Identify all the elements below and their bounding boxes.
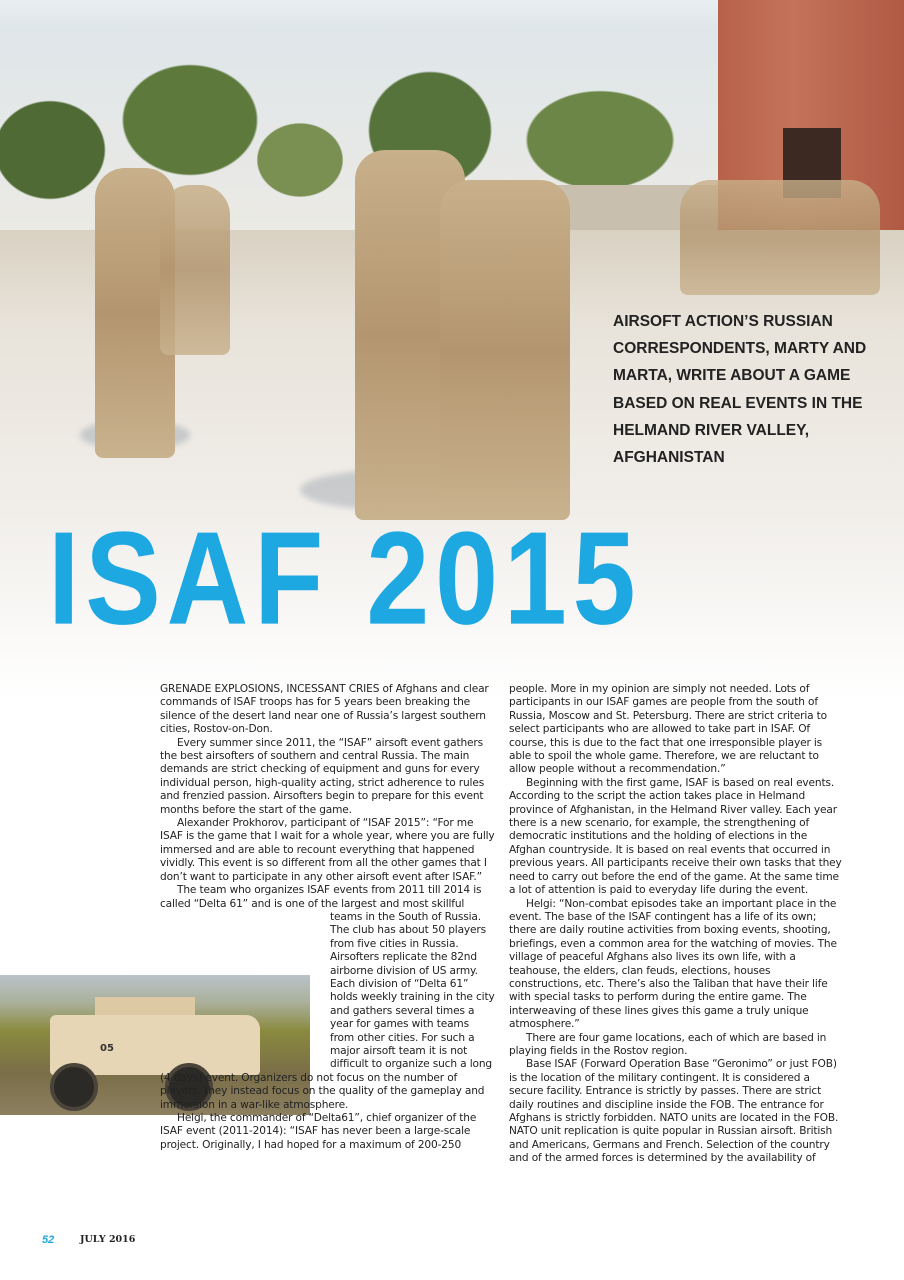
paragraph: Base ISAF (Forward Operation Base “Geronimo” or just FOB) is the location of the military contingent. It is considered a secure facility. Entrance is strictly by passes. There are strict daily routines and discipline inside the FOB. The entrance for Afghans is strictly forbidden. NATO units are located in the FOB. NATO unit replication is quite popular in Russian airsoft. British and Americans, Germans and French. Selection of the country and of the armed forces is determined by the availability of — [509, 1058, 839, 1165]
soldier — [440, 180, 570, 520]
article-column-1 — [160, 683, 496, 1152]
issue-date: JULY 2016 — [80, 1234, 136, 1245]
paragraph: There are four game locations, each of which are based in playing fields in the Rostov region. — [509, 1031, 827, 1057]
photo-wrap-area — [160, 924, 330, 1066]
article-deck: AIRSOFT ACTION’S RUSSIAN CORRESPONDENTS, MARTY AND MARTA, WRITE ABOUT A GAME BASED ON REAL EVENTS IN THE HELMAND RIVER VALLEY, AFGHANISTAN — [613, 313, 867, 467]
paragraph: The team who organizes ISAF events from 2011 till 2014 is called “Delta 61” and is one of the largest and most skillful teams in the South of Russia. The club has about 50 players from five cities in Russia. Airsofters replicate the 82nd airborne division of US army. Each division of “Delta 61” holds weekly training in the city and gathers several times a year for games with teams from other cities. For such a major airsoft team it is not difficult to organize such a long (4 days) event. Organizers do not focus on the number of players, they instead focus on the quality of the gameplay and immersion in a war-like atmosphere. — [160, 884, 495, 1111]
paragraph: Helgi: “Non-combat episodes take an important place in the event. The base of the ISAF contingent has a life of its own; there are daily routine activities from boxing events, shooting, briefings, even a common area for the watching of movies. The village of peaceful Afghans also lives its own life, with a teahouse, the elders, clan feuds, elections, houses constructions, etc. There’s also the Taliban that have their life with special tasks to perform during the entire game. The interweaving of these lines gives this game a truly unique atmosphere.” — [509, 897, 837, 1031]
page-number: 52 — [42, 1234, 55, 1246]
paragraph: Beginning with the first game, ISAF is based on real events. According to the script the action takes place in Helmand province of Afghanistan, in the Helmand River valley. Each year there is a new scenario, for example, the strengthening of democratic institutions and the holding of elections in the Afghan countryside. It is based on real events that occurred in previous years. All participants receive their own tasks that they need to carry out before the end of the game. At the same time a lot of attention is paid to everyday life during the event. — [509, 776, 842, 897]
humvee-number: 05 — [100, 1043, 114, 1054]
paragraph: GRENADE EXPLOSIONS, INCESSANT CRIES of Afghans and clear commands of ISAF troops has for 5 years been breaking the silence of the desert land near one of Russia’s largest southern cities, Rostov-on-Don. — [160, 683, 489, 736]
paragraph: Helgi, the commander of “Delta61”, chief organizer of the ISAF event (2011-2014): “ISAF has never been a large-scale project. Originally, I had hoped for a maximum of 200-250 — [160, 1112, 477, 1151]
soldier-group — [680, 180, 880, 295]
wheel — [50, 1063, 98, 1111]
paragraph: people. More in my opinion are simply not needed. Lots of participants in our ISAF games are people from the south of Russia, Moscow and St. Petersburg. There are strict criteria to select participants who are allowed to take part in ISAF. Of course, this is due to the fact that one irresponsible player is able to spoil the whole game. Therefore, we are reluctant to allow people without a recommendation.” — [509, 683, 828, 776]
article-title: ISAF 2015 — [48, 504, 642, 653]
article-column-2 — [509, 683, 845, 1166]
paragraph: Alexander Prokhorov, participant of “ISAF 2015”: “For me ISAF is the game that I wait for a whole year, where you are fully immersed and are able to recount everything that happened vividly. This event is so different from all the other games that I don’t want to participate in any other airsoft event after ISAF.” — [160, 817, 495, 883]
soldier — [160, 185, 230, 355]
paragraph: Every summer since 2011, the “ISAF” airsoft event gathers the best airsofters of southern and central Russia. The main demands are strict checking of equipment and guns for every individual person, high-quality acting, strict adherence to rules and frenzied passion. Airsofters begin to prepare for this event months before the start of the game. — [160, 736, 485, 816]
